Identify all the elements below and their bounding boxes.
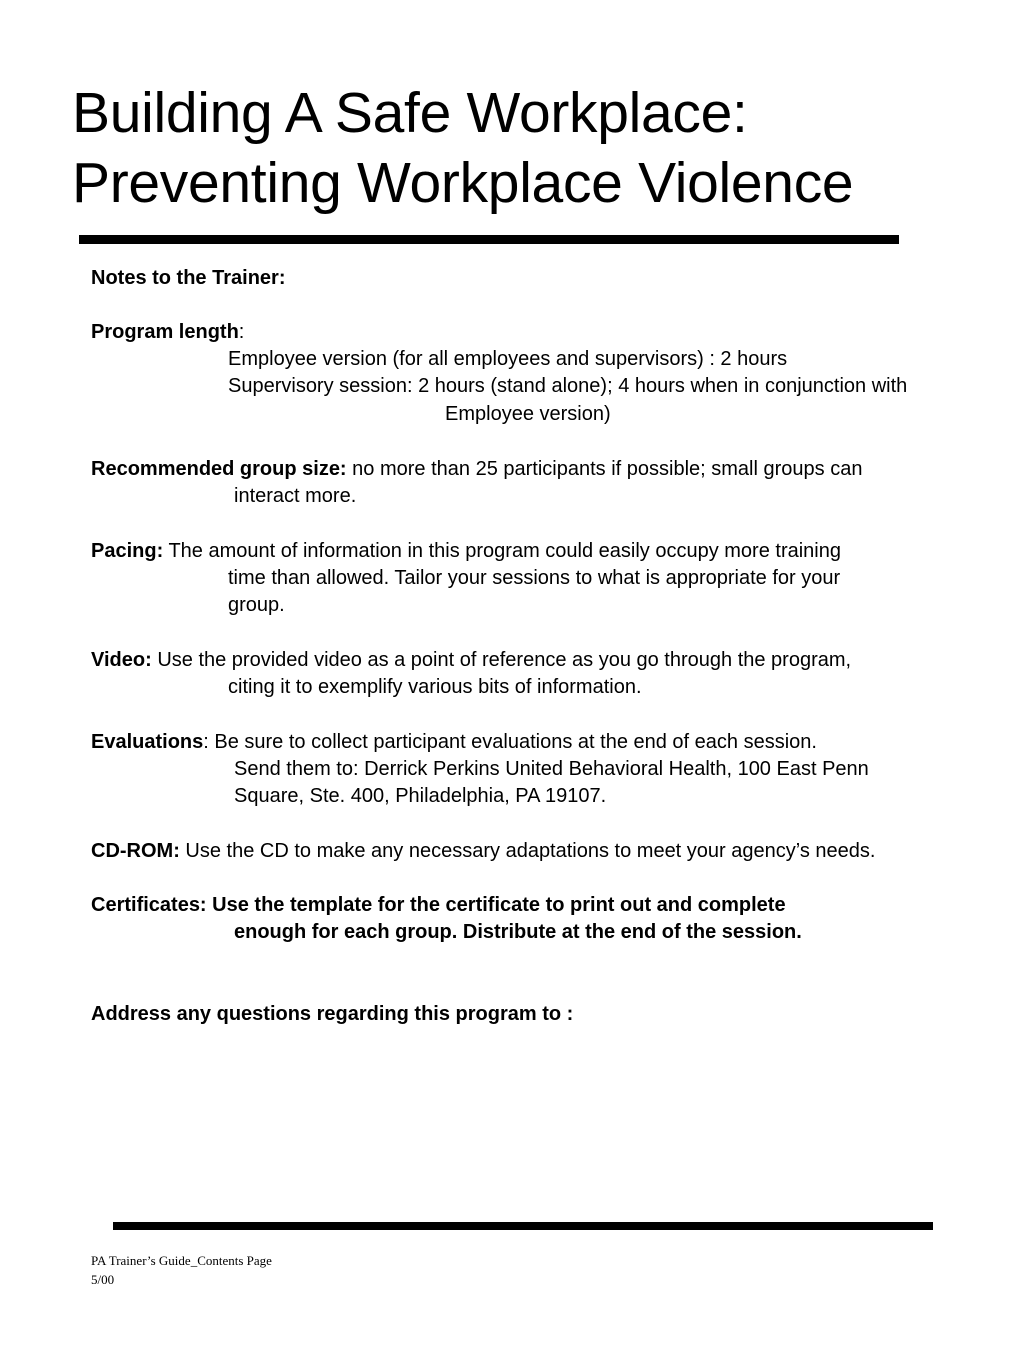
program-length-employee: Employee version (for all employees and supervisors) : 2 hours: [228, 348, 788, 370]
pacing-label: Pacing:: [91, 540, 164, 562]
group-size-row: [91, 457, 862, 481]
group-size-label: Recommended group size:: [91, 458, 347, 480]
certificates-label: Certificates:: [91, 894, 207, 916]
program-length-continuation: Employee version): [445, 403, 611, 425]
program-length-supervisory: Supervisory session: 2 hours (stand alone); 4 hours when in conjunction with: [228, 375, 908, 397]
cdrom-text: Use the CD to make any necessary adaptations to meet your agency’s needs.: [179, 840, 876, 862]
program-length-colon: :: [238, 321, 245, 343]
evaluations-row: [91, 730, 817, 754]
video-continuation: citing it to exemplify various bits of information.: [228, 676, 642, 698]
pacing-continuation-2: group.: [228, 594, 285, 616]
certificates-row: [91, 893, 786, 917]
group-size-text: no more than 25 participants if possible; small groups can: [346, 458, 863, 480]
pacing-row: [91, 539, 841, 563]
cdrom-row: [91, 839, 875, 863]
notes-heading: Notes to the Trainer:: [91, 267, 286, 289]
video-label: Video:: [91, 649, 152, 671]
page-title: [72, 78, 972, 218]
footer-date: 5/00: [91, 1272, 115, 1287]
group-size-continuation: interact more.: [234, 485, 357, 507]
title-line-1: Building A Safe Workplace:: [72, 81, 748, 145]
address-questions: Address any questions regarding this program to :: [91, 1003, 574, 1025]
video-row: [91, 648, 851, 672]
footer-guide-title: PA Trainer’s Guide_Contents Page: [91, 1253, 272, 1268]
evaluations-continuation-2: Square, Ste. 400, Philadelphia, PA 19107.: [234, 785, 607, 807]
cdrom-label: CD-ROM:: [91, 840, 180, 862]
certificates-continuation: enough for each group. Distribute at the end of the session.: [234, 921, 802, 943]
evaluations-continuation-1: Send them to: Derrick Perkins United Behavioral Health, 100 East Penn: [234, 758, 869, 780]
program-length-label: Program length: [91, 321, 239, 343]
certificates-text: Use the template for the certificate to print out and complete: [206, 894, 786, 916]
top-divider: [79, 235, 899, 244]
pacing-text: The amount of information in this program could easily occupy more training: [163, 540, 841, 562]
bottom-divider: [113, 1222, 933, 1230]
program-length-row: [91, 320, 244, 344]
pacing-continuation-1: time than allowed. Tailor your sessions to what is appropriate for your: [228, 567, 841, 589]
title-line-2: Preventing Workplace Violence: [72, 151, 854, 215]
evaluations-label: Evaluations: [91, 731, 204, 753]
evaluations-text: : Be sure to collect participant evaluations at the end of each session.: [203, 731, 817, 753]
video-text: Use the provided video as a point of reference as you go through the program,: [151, 649, 852, 671]
